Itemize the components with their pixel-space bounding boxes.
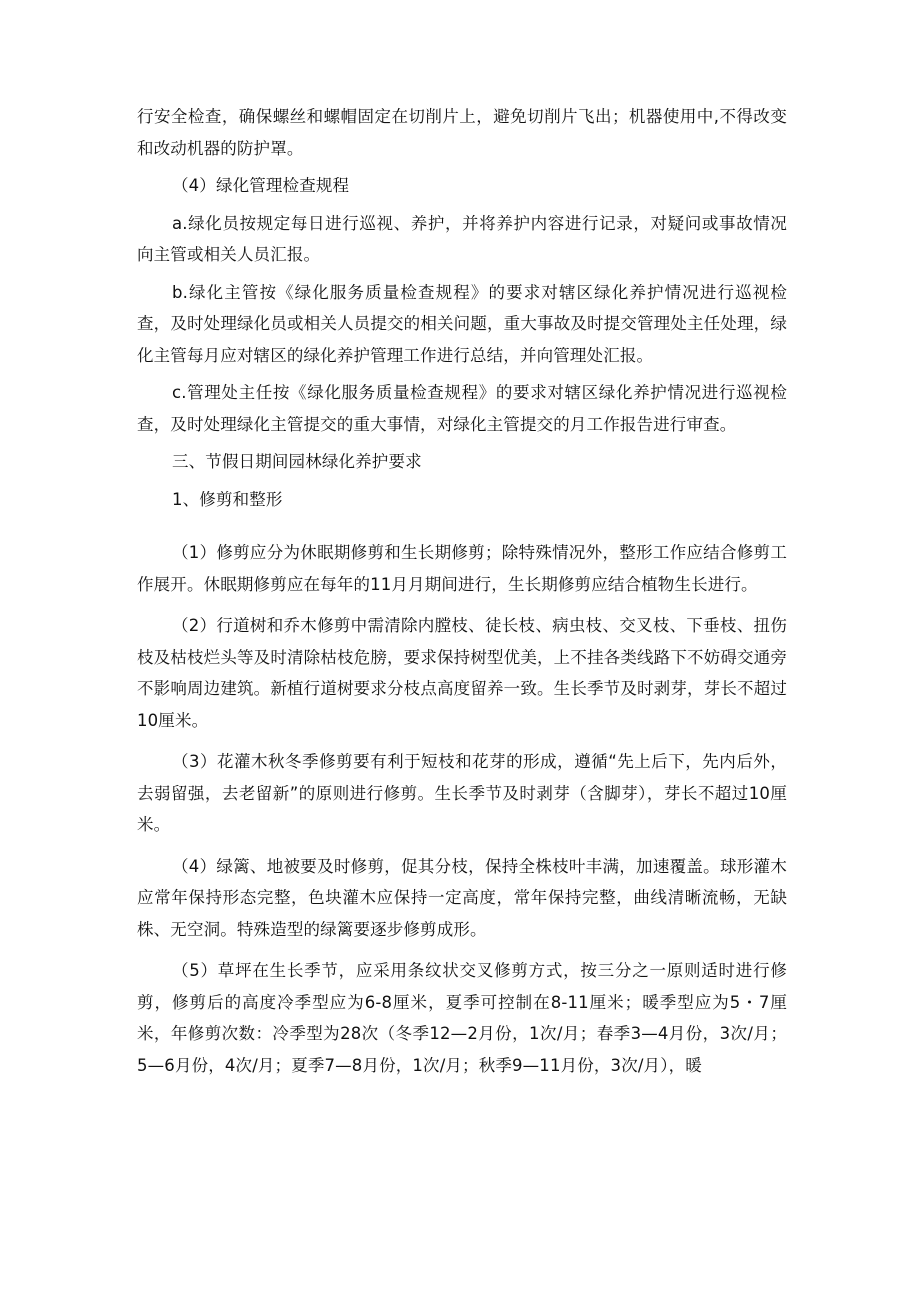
paragraph-pruning-4: （4）绿篱、地被要及时修剪，促其分枝，保持全株枝叶丰满，加速覆盖。球形灌木应常年保持形态完整，色块灌木应保持一定高度，常年保持完整，曲线清晰流畅，无缺株、无空洞。特殊造型的绿篱要逐步修剪成形。 <box>137 856 787 939</box>
section-heading-inspection: （4）绿化管理检查规程 <box>172 176 350 195</box>
paragraph-pruning-2: （2）行道树和乔木修剪中需清除内膛枝、徒长枝、病虫枝、交叉枝、下垂枝、扭伤枝及枯枝烂头等及时清除枯枝危膀，要求保持树型优美，上不挂各类线路下不妨碍交通旁不影响周边建筑。新植行道树要求分枝点高度留养一致。生长季节及时剥芽，芽长不超过10厘米。 <box>137 616 787 730</box>
paragraph-item-c: c.管理处主任按《绿化服务质量检查规程》的要求对辖区绿化养护情况进行巡视检查，及时处理绿化主管提交的重大事情，对绿化主管提交的月工作报告进行审查。 <box>137 383 787 434</box>
paragraph-pruning-5: （5）草坪在生长季节，应采用条纹状交叉修剪方式，按三分之一原则适时进行修剪，修剪后的高度冷季型应为6-8厘米，夏季可控制在8-11厘米；暖季型应为5・7厘米，年修剪次数：冷季型为28次（冬季12—2月份，1次/月；春季3—4月份，3次/月；5—6月份，4次/月；夏季7—8月份，1次/月；秋季9—11月份，3次/月），暖 <box>137 961 787 1075</box>
paragraph-pruning-1: （1）修剪应分为休眠期修剪和生长期修剪；除特殊情况外，整形工作应结合修剪工作展开。休眠期修剪应在每年的11月月期间进行，生长期修剪应结合植物生长进行。 <box>137 543 787 594</box>
subsection-heading-pruning: 1、修剪和整形 <box>172 489 283 509</box>
paragraph-pruning-3: （3）花灌木秋冬季修剪要有利于短枝和花芽的形成，遵循“先上后下，先内后外，去弱留强，去老留新”的原则进行修剪。生长季节及时剥芽（含脚芽），芽长不超过10厘米。 <box>137 752 787 834</box>
section-heading-holiday: 三、节假日期间园林绿化养护要求 <box>172 452 422 471</box>
paragraph-continuation: 行安全检查，确保螺丝和螺帽固定在切削片上，避免切削片飞出；机器使用中,不得改变和改动机器的防护罩。 <box>137 107 787 158</box>
paragraph-item-a: a.绿化员按规定每日进行巡视、养护，并将养护内容进行记录，对疑问或事故情况向主管或相关人员汇报。 <box>137 213 787 264</box>
paragraph-item-b: b.绿化主管按《绿化服务质量检查规程》的要求对辖区绿化养护情况进行巡视检查，及时处理绿化员或相关人员提交的相关问题，重大事故及时提交管理处主任处理，绿化主管每月应对辖区的绿化养护管理工作进行总结，并向管理处汇报。 <box>137 282 787 365</box>
document-page <box>137 101 787 1081</box>
